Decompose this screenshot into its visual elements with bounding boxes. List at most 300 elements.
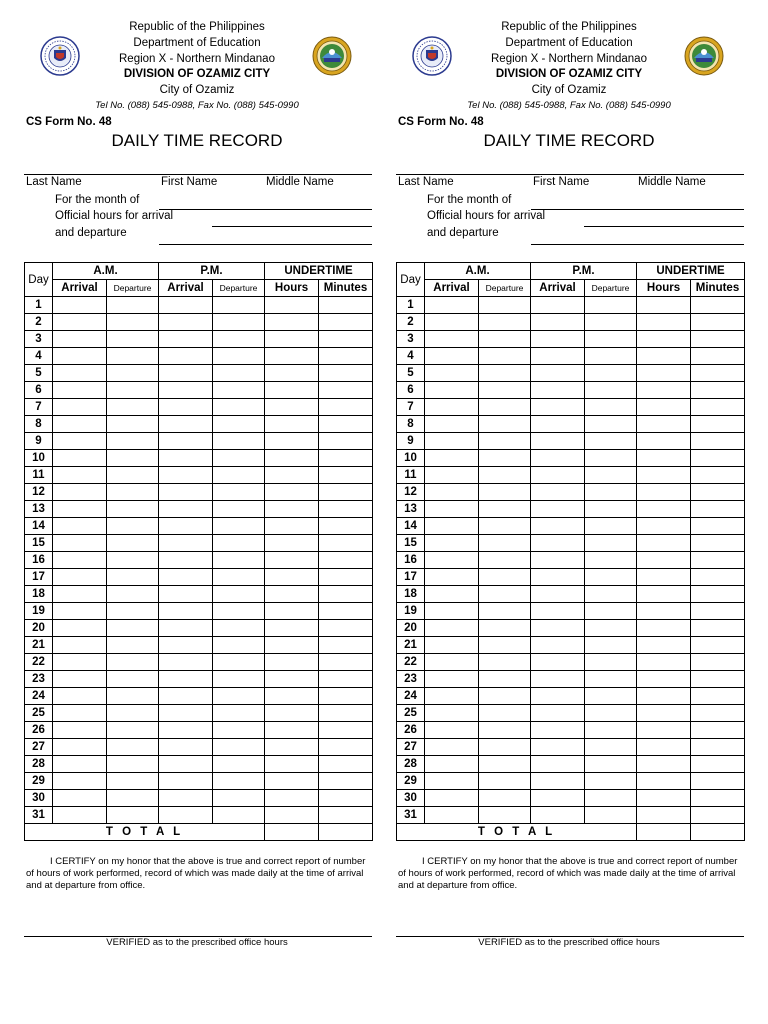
am-arrival-cell[interactable] [53, 416, 107, 433]
pm-arrival-cell[interactable] [159, 620, 213, 637]
undertime-minutes-cell[interactable] [691, 314, 745, 331]
am-arrival-cell[interactable] [53, 722, 107, 739]
am-arrival-cell[interactable] [425, 331, 479, 348]
undertime-minutes-cell[interactable] [319, 535, 373, 552]
pm-arrival-cell[interactable] [159, 586, 213, 603]
undertime-minutes-cell[interactable] [319, 518, 373, 535]
pm-departure-cell[interactable] [585, 688, 637, 705]
pm-departure-cell[interactable] [213, 603, 265, 620]
am-arrival-cell[interactable] [53, 467, 107, 484]
pm-departure-cell[interactable] [213, 314, 265, 331]
undertime-hours-cell[interactable] [637, 348, 691, 365]
pm-arrival-cell[interactable] [531, 535, 585, 552]
undertime-hours-cell[interactable] [637, 773, 691, 790]
am-arrival-cell[interactable] [425, 297, 479, 314]
undertime-hours-cell[interactable] [265, 756, 319, 773]
am-departure-cell[interactable] [107, 314, 159, 331]
am-arrival-cell[interactable] [425, 450, 479, 467]
undertime-hours-cell[interactable] [265, 739, 319, 756]
pm-arrival-cell[interactable] [531, 365, 585, 382]
pm-arrival-cell[interactable] [531, 382, 585, 399]
am-departure-cell[interactable] [479, 484, 531, 501]
undertime-hours-cell[interactable] [637, 467, 691, 484]
undertime-hours-cell[interactable] [637, 705, 691, 722]
am-arrival-cell[interactable] [425, 365, 479, 382]
arrival-hours-field[interactable] [212, 226, 372, 227]
undertime-minutes-cell[interactable] [319, 722, 373, 739]
pm-departure-cell[interactable] [585, 450, 637, 467]
undertime-minutes-cell[interactable] [319, 399, 373, 416]
total-hours-cell[interactable] [265, 824, 319, 841]
undertime-hours-cell[interactable] [637, 603, 691, 620]
undertime-hours-cell[interactable] [265, 399, 319, 416]
undertime-minutes-cell[interactable] [319, 773, 373, 790]
pm-departure-cell[interactable] [213, 773, 265, 790]
undertime-minutes-cell[interactable] [319, 552, 373, 569]
undertime-hours-cell[interactable] [265, 484, 319, 501]
am-arrival-cell[interactable] [425, 382, 479, 399]
am-departure-cell[interactable] [107, 467, 159, 484]
pm-arrival-cell[interactable] [159, 518, 213, 535]
pm-departure-cell[interactable] [213, 722, 265, 739]
pm-arrival-cell[interactable] [531, 501, 585, 518]
am-departure-cell[interactable] [107, 518, 159, 535]
am-departure-cell[interactable] [107, 654, 159, 671]
undertime-hours-cell[interactable] [265, 501, 319, 518]
am-departure-cell[interactable] [479, 501, 531, 518]
undertime-hours-cell[interactable] [637, 314, 691, 331]
arrival-hours-field[interactable] [584, 226, 744, 227]
pm-departure-cell[interactable] [213, 705, 265, 722]
undertime-minutes-cell[interactable] [319, 586, 373, 603]
undertime-hours-cell[interactable] [265, 688, 319, 705]
pm-departure-cell[interactable] [213, 671, 265, 688]
undertime-minutes-cell[interactable] [319, 297, 373, 314]
am-departure-cell[interactable] [479, 433, 531, 450]
undertime-minutes-cell[interactable] [691, 722, 745, 739]
am-departure-cell[interactable] [107, 671, 159, 688]
pm-arrival-cell[interactable] [159, 807, 213, 824]
pm-arrival-cell[interactable] [531, 654, 585, 671]
pm-departure-cell[interactable] [213, 297, 265, 314]
am-arrival-cell[interactable] [53, 773, 107, 790]
am-departure-cell[interactable] [107, 620, 159, 637]
undertime-minutes-cell[interactable] [691, 688, 745, 705]
pm-departure-cell[interactable] [213, 637, 265, 654]
pm-departure-cell[interactable] [213, 756, 265, 773]
am-departure-cell[interactable] [107, 416, 159, 433]
undertime-minutes-cell[interactable] [691, 433, 745, 450]
undertime-hours-cell[interactable] [265, 416, 319, 433]
am-arrival-cell[interactable] [425, 467, 479, 484]
undertime-hours-cell[interactable] [265, 450, 319, 467]
pm-arrival-cell[interactable] [531, 807, 585, 824]
pm-departure-cell[interactable] [213, 739, 265, 756]
am-departure-cell[interactable] [479, 671, 531, 688]
undertime-hours-cell[interactable] [637, 399, 691, 416]
pm-departure-cell[interactable] [213, 416, 265, 433]
am-departure-cell[interactable] [107, 756, 159, 773]
pm-arrival-cell[interactable] [531, 314, 585, 331]
pm-departure-cell[interactable] [213, 569, 265, 586]
pm-arrival-cell[interactable] [531, 552, 585, 569]
pm-departure-cell[interactable] [585, 756, 637, 773]
pm-departure-cell[interactable] [585, 484, 637, 501]
am-departure-cell[interactable] [107, 586, 159, 603]
am-arrival-cell[interactable] [53, 654, 107, 671]
am-departure-cell[interactable] [107, 484, 159, 501]
am-arrival-cell[interactable] [425, 620, 479, 637]
pm-arrival-cell[interactable] [159, 773, 213, 790]
undertime-minutes-cell[interactable] [691, 348, 745, 365]
pm-departure-cell[interactable] [585, 569, 637, 586]
am-departure-cell[interactable] [479, 586, 531, 603]
am-departure-cell[interactable] [479, 637, 531, 654]
am-arrival-cell[interactable] [53, 790, 107, 807]
pm-departure-cell[interactable] [585, 416, 637, 433]
undertime-hours-cell[interactable] [265, 297, 319, 314]
am-departure-cell[interactable] [479, 467, 531, 484]
undertime-hours-cell[interactable] [637, 433, 691, 450]
undertime-hours-cell[interactable] [637, 671, 691, 688]
undertime-hours-cell[interactable] [265, 637, 319, 654]
undertime-minutes-cell[interactable] [691, 365, 745, 382]
undertime-minutes-cell[interactable] [691, 484, 745, 501]
am-departure-cell[interactable] [479, 722, 531, 739]
am-arrival-cell[interactable] [53, 399, 107, 416]
am-departure-cell[interactable] [107, 722, 159, 739]
am-arrival-cell[interactable] [425, 569, 479, 586]
am-departure-cell[interactable] [479, 807, 531, 824]
am-arrival-cell[interactable] [53, 569, 107, 586]
am-arrival-cell[interactable] [425, 688, 479, 705]
undertime-hours-cell[interactable] [637, 535, 691, 552]
am-arrival-cell[interactable] [53, 297, 107, 314]
pm-departure-cell[interactable] [213, 552, 265, 569]
undertime-hours-cell[interactable] [637, 501, 691, 518]
am-arrival-cell[interactable] [425, 416, 479, 433]
pm-departure-cell[interactable] [213, 382, 265, 399]
pm-arrival-cell[interactable] [159, 297, 213, 314]
undertime-hours-cell[interactable] [265, 382, 319, 399]
pm-arrival-cell[interactable] [159, 433, 213, 450]
undertime-minutes-cell[interactable] [319, 433, 373, 450]
undertime-hours-cell[interactable] [265, 773, 319, 790]
month-field[interactable] [531, 209, 744, 210]
am-departure-cell[interactable] [107, 790, 159, 807]
am-departure-cell[interactable] [479, 739, 531, 756]
pm-departure-cell[interactable] [585, 620, 637, 637]
am-departure-cell[interactable] [107, 399, 159, 416]
undertime-hours-cell[interactable] [637, 807, 691, 824]
am-departure-cell[interactable] [107, 807, 159, 824]
undertime-hours-cell[interactable] [637, 331, 691, 348]
pm-arrival-cell[interactable] [159, 739, 213, 756]
pm-departure-cell[interactable] [585, 518, 637, 535]
undertime-hours-cell[interactable] [637, 722, 691, 739]
am-arrival-cell[interactable] [53, 348, 107, 365]
pm-arrival-cell[interactable] [159, 688, 213, 705]
am-departure-cell[interactable] [479, 603, 531, 620]
undertime-minutes-cell[interactable] [691, 603, 745, 620]
pm-arrival-cell[interactable] [159, 382, 213, 399]
pm-arrival-cell[interactable] [159, 450, 213, 467]
pm-arrival-cell[interactable] [531, 671, 585, 688]
pm-arrival-cell[interactable] [159, 484, 213, 501]
undertime-hours-cell[interactable] [265, 569, 319, 586]
am-departure-cell[interactable] [107, 705, 159, 722]
pm-arrival-cell[interactable] [159, 654, 213, 671]
undertime-minutes-cell[interactable] [691, 739, 745, 756]
undertime-minutes-cell[interactable] [319, 365, 373, 382]
pm-arrival-cell[interactable] [531, 484, 585, 501]
am-arrival-cell[interactable] [53, 688, 107, 705]
am-departure-cell[interactable] [479, 654, 531, 671]
undertime-hours-cell[interactable] [265, 331, 319, 348]
undertime-minutes-cell[interactable] [319, 756, 373, 773]
pm-departure-cell[interactable] [585, 671, 637, 688]
pm-departure-cell[interactable] [585, 790, 637, 807]
pm-arrival-cell[interactable] [531, 433, 585, 450]
am-arrival-cell[interactable] [425, 773, 479, 790]
am-arrival-cell[interactable] [425, 518, 479, 535]
am-arrival-cell[interactable] [53, 637, 107, 654]
am-arrival-cell[interactable] [53, 518, 107, 535]
pm-arrival-cell[interactable] [159, 756, 213, 773]
am-arrival-cell[interactable] [425, 671, 479, 688]
undertime-minutes-cell[interactable] [319, 790, 373, 807]
total-hours-cell[interactable] [637, 824, 691, 841]
undertime-hours-cell[interactable] [637, 365, 691, 382]
pm-departure-cell[interactable] [585, 314, 637, 331]
undertime-minutes-cell[interactable] [691, 416, 745, 433]
undertime-hours-cell[interactable] [265, 314, 319, 331]
pm-departure-cell[interactable] [585, 637, 637, 654]
pm-departure-cell[interactable] [213, 501, 265, 518]
pm-departure-cell[interactable] [585, 654, 637, 671]
pm-arrival-cell[interactable] [531, 399, 585, 416]
undertime-hours-cell[interactable] [265, 348, 319, 365]
am-arrival-cell[interactable] [53, 739, 107, 756]
am-departure-cell[interactable] [479, 365, 531, 382]
am-arrival-cell[interactable] [425, 807, 479, 824]
pm-arrival-cell[interactable] [531, 603, 585, 620]
pm-arrival-cell[interactable] [531, 586, 585, 603]
undertime-hours-cell[interactable] [265, 433, 319, 450]
pm-departure-cell[interactable] [585, 501, 637, 518]
undertime-minutes-cell[interactable] [319, 654, 373, 671]
pm-departure-cell[interactable] [213, 484, 265, 501]
am-departure-cell[interactable] [107, 637, 159, 654]
pm-arrival-cell[interactable] [531, 297, 585, 314]
am-arrival-cell[interactable] [53, 552, 107, 569]
undertime-minutes-cell[interactable] [691, 586, 745, 603]
pm-departure-cell[interactable] [585, 535, 637, 552]
pm-departure-cell[interactable] [585, 297, 637, 314]
departure-hours-field[interactable] [531, 244, 744, 245]
pm-arrival-cell[interactable] [159, 637, 213, 654]
undertime-minutes-cell[interactable] [691, 654, 745, 671]
pm-arrival-cell[interactable] [531, 688, 585, 705]
pm-arrival-cell[interactable] [159, 348, 213, 365]
month-field[interactable] [159, 209, 372, 210]
pm-departure-cell[interactable] [585, 382, 637, 399]
pm-departure-cell[interactable] [213, 518, 265, 535]
undertime-hours-cell[interactable] [265, 807, 319, 824]
am-arrival-cell[interactable] [53, 365, 107, 382]
am-departure-cell[interactable] [107, 348, 159, 365]
undertime-minutes-cell[interactable] [319, 637, 373, 654]
am-departure-cell[interactable] [107, 331, 159, 348]
pm-arrival-cell[interactable] [531, 518, 585, 535]
am-arrival-cell[interactable] [53, 501, 107, 518]
pm-arrival-cell[interactable] [159, 569, 213, 586]
am-arrival-cell[interactable] [425, 790, 479, 807]
undertime-minutes-cell[interactable] [319, 688, 373, 705]
undertime-minutes-cell[interactable] [691, 756, 745, 773]
am-departure-cell[interactable] [107, 450, 159, 467]
undertime-minutes-cell[interactable] [691, 297, 745, 314]
am-arrival-cell[interactable] [53, 535, 107, 552]
undertime-minutes-cell[interactable] [319, 739, 373, 756]
pm-arrival-cell[interactable] [159, 314, 213, 331]
am-arrival-cell[interactable] [53, 756, 107, 773]
pm-arrival-cell[interactable] [531, 637, 585, 654]
undertime-minutes-cell[interactable] [691, 790, 745, 807]
am-departure-cell[interactable] [479, 756, 531, 773]
pm-arrival-cell[interactable] [159, 331, 213, 348]
am-departure-cell[interactable] [107, 297, 159, 314]
pm-departure-cell[interactable] [213, 535, 265, 552]
undertime-minutes-cell[interactable] [691, 552, 745, 569]
pm-arrival-cell[interactable] [531, 450, 585, 467]
pm-departure-cell[interactable] [585, 399, 637, 416]
name-signature-line[interactable] [24, 174, 372, 175]
undertime-minutes-cell[interactable] [319, 671, 373, 688]
am-departure-cell[interactable] [479, 382, 531, 399]
am-arrival-cell[interactable] [425, 722, 479, 739]
undertime-hours-cell[interactable] [637, 756, 691, 773]
am-departure-cell[interactable] [479, 620, 531, 637]
pm-arrival-cell[interactable] [531, 773, 585, 790]
pm-departure-cell[interactable] [213, 807, 265, 824]
undertime-hours-cell[interactable] [265, 671, 319, 688]
undertime-minutes-cell[interactable] [691, 518, 745, 535]
am-arrival-cell[interactable] [425, 484, 479, 501]
pm-departure-cell[interactable] [213, 654, 265, 671]
am-departure-cell[interactable] [107, 569, 159, 586]
pm-arrival-cell[interactable] [159, 365, 213, 382]
am-arrival-cell[interactable] [425, 705, 479, 722]
pm-departure-cell[interactable] [585, 552, 637, 569]
pm-departure-cell[interactable] [213, 433, 265, 450]
am-arrival-cell[interactable] [53, 382, 107, 399]
pm-arrival-cell[interactable] [159, 603, 213, 620]
pm-departure-cell[interactable] [585, 722, 637, 739]
pm-departure-cell[interactable] [585, 433, 637, 450]
undertime-minutes-cell[interactable] [691, 620, 745, 637]
am-departure-cell[interactable] [479, 518, 531, 535]
am-arrival-cell[interactable] [425, 535, 479, 552]
undertime-hours-cell[interactable] [265, 467, 319, 484]
total-minutes-cell[interactable] [319, 824, 373, 841]
undertime-minutes-cell[interactable] [691, 382, 745, 399]
am-departure-cell[interactable] [479, 773, 531, 790]
undertime-minutes-cell[interactable] [319, 348, 373, 365]
undertime-minutes-cell[interactable] [319, 484, 373, 501]
undertime-minutes-cell[interactable] [691, 535, 745, 552]
am-departure-cell[interactable] [107, 535, 159, 552]
undertime-hours-cell[interactable] [637, 586, 691, 603]
am-departure-cell[interactable] [479, 416, 531, 433]
am-departure-cell[interactable] [479, 790, 531, 807]
total-minutes-cell[interactable] [691, 824, 745, 841]
pm-arrival-cell[interactable] [159, 790, 213, 807]
pm-arrival-cell[interactable] [531, 416, 585, 433]
pm-arrival-cell[interactable] [531, 756, 585, 773]
pm-arrival-cell[interactable] [159, 722, 213, 739]
undertime-hours-cell[interactable] [265, 654, 319, 671]
am-arrival-cell[interactable] [425, 348, 479, 365]
am-arrival-cell[interactable] [53, 450, 107, 467]
pm-departure-cell[interactable] [213, 450, 265, 467]
am-arrival-cell[interactable] [425, 586, 479, 603]
pm-departure-cell[interactable] [213, 688, 265, 705]
undertime-minutes-cell[interactable] [319, 416, 373, 433]
am-departure-cell[interactable] [479, 331, 531, 348]
am-departure-cell[interactable] [107, 773, 159, 790]
undertime-minutes-cell[interactable] [319, 467, 373, 484]
pm-departure-cell[interactable] [585, 348, 637, 365]
pm-departure-cell[interactable] [585, 603, 637, 620]
pm-departure-cell[interactable] [585, 773, 637, 790]
undertime-minutes-cell[interactable] [691, 467, 745, 484]
am-arrival-cell[interactable] [425, 637, 479, 654]
pm-departure-cell[interactable] [213, 331, 265, 348]
undertime-hours-cell[interactable] [265, 518, 319, 535]
pm-arrival-cell[interactable] [531, 722, 585, 739]
undertime-minutes-cell[interactable] [319, 382, 373, 399]
am-arrival-cell[interactable] [425, 399, 479, 416]
undertime-hours-cell[interactable] [637, 297, 691, 314]
am-departure-cell[interactable] [479, 314, 531, 331]
pm-departure-cell[interactable] [585, 331, 637, 348]
am-departure-cell[interactable] [107, 688, 159, 705]
undertime-minutes-cell[interactable] [691, 399, 745, 416]
undertime-hours-cell[interactable] [637, 654, 691, 671]
am-arrival-cell[interactable] [425, 552, 479, 569]
am-arrival-cell[interactable] [425, 654, 479, 671]
pm-departure-cell[interactable] [213, 790, 265, 807]
undertime-hours-cell[interactable] [637, 739, 691, 756]
pm-arrival-cell[interactable] [531, 705, 585, 722]
pm-arrival-cell[interactable] [159, 467, 213, 484]
undertime-hours-cell[interactable] [637, 637, 691, 654]
am-departure-cell[interactable] [479, 399, 531, 416]
undertime-minutes-cell[interactable] [691, 773, 745, 790]
am-departure-cell[interactable] [479, 552, 531, 569]
undertime-hours-cell[interactable] [265, 790, 319, 807]
am-departure-cell[interactable] [479, 688, 531, 705]
pm-departure-cell[interactable] [585, 705, 637, 722]
undertime-hours-cell[interactable] [265, 586, 319, 603]
undertime-minutes-cell[interactable] [691, 501, 745, 518]
am-departure-cell[interactable] [479, 348, 531, 365]
pm-departure-cell[interactable] [213, 586, 265, 603]
undertime-minutes-cell[interactable] [691, 807, 745, 824]
undertime-minutes-cell[interactable] [691, 671, 745, 688]
am-arrival-cell[interactable] [425, 433, 479, 450]
